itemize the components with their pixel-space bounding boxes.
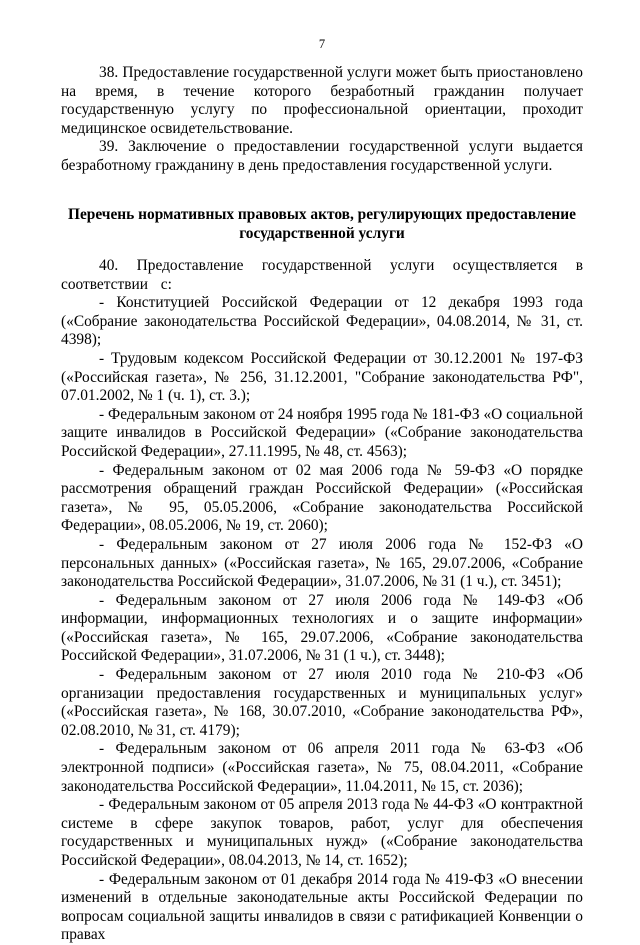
top-paragraphs (61, 64, 583, 176)
paragraph-40-intro: 40. Предоставление государственной услуги осуществляется в соответствии с: (61, 257, 583, 293)
paragraph-38: 38. Предоставление государственной услуги может быть приостановлено на время, в течение которого безработный гражданин получает государственную услугу по профессиональной ориентации, проходит медицинское освидетельствование. (61, 64, 583, 137)
list-item: - Федеральным законом от 02 мая 2006 года № 59-ФЗ «О порядке рассмотрения обращений граждан Российской Федерации» («Российская газета», № 95, 05.05.2006, «Собрание законодательства Российской Федерации», 08.05.2006, № 19, ст. 2060); (61, 461, 583, 535)
list-item: - Конституцией Российской Федерации от 12 декабря 1993 года («Собрание законодательства Российской Федерации», 04.08.2014, № 31, ст. 4398); (61, 294, 583, 349)
list-item: - Федеральным законом от 24 ноября 1995 года № 181-ФЗ «О социальной защите инвалидов в Российской Федерации» («Собрание законодательства Российской Федерации», 27.11.1995, № 48, ст. 4563); (61, 405, 583, 460)
legal-acts-list (61, 257, 583, 945)
list-item: - Федеральным законом от 27 июля 2006 года № 149-ФЗ «Об информации, информационных технологиях и о защите информации» («Российская газета», № 165, 29.07.2006, «Собрание законодательства Российской Федерации», 31.07.2006, № 31 (1 ч.), ст. 3448); (61, 591, 583, 665)
list-item: - Федеральным законом от 06 апреля 2011 года № 63-ФЗ «Об электронной подписи» («Российская газета», № 75, 08.04.2011, «Собрание законодательства Российской Федерации», 11.04.2011, № 15, ст. 2036); (61, 740, 583, 795)
list-item: - Федеральным законом от 27 июля 2006 года № 152-ФЗ «О персональных данных» («Российская газета», № 165, 29.07.2006, «Собрание законодательства Российской Федерации», 31.07.2006, № 31 (1 ч.), ст. 3451); (61, 535, 583, 591)
list-item: - Федеральным законом от 01 декабря 2014 года № 419-ФЗ «О внесении изменений в отдельные законодательные акты Российской Федерации по вопросам социальной защиты инвалидов в связи с ратификацией Конвенции о правах (61, 870, 583, 944)
paragraph-39: 39. Заключение о предоставлении государственной услуги выдается безработному гражданину в день предоставления государственной услуги. (61, 138, 583, 174)
section-heading: Перечень нормативных правовых актов, регулирующих предоставление государственной услуги (67, 206, 577, 242)
list-item: - Федеральным законом от 05 апреля 2013 года № 44-ФЗ «О контрактной системе в сфере закупок товаров, работ, услуг для обеспечения государственных и муниципальных нужд» («Собрание законодательства Российской Федерации», 08.04.2013, № 14, ст. 1652); (61, 796, 583, 869)
list-item: - Федеральным законом от 27 июля 2010 года № 210-ФЗ «Об организации предоставления государственных и муниципальных услуг» («Российская газета», № 168, 30.07.2010, «Собрание законодательства РФ», 02.08.2010, № 31, ст. 4179); (61, 666, 583, 739)
page-number: 7 (318, 37, 326, 51)
list-item: - Трудовым кодексом Российской Федерации от 30.12.2001 № 197-ФЗ («Российская газета», № 256, 31.12.2001, "Собрание законодательства РФ", 07.01.2002, № 1 (ч. 1), ст. 3.); (61, 349, 583, 405)
